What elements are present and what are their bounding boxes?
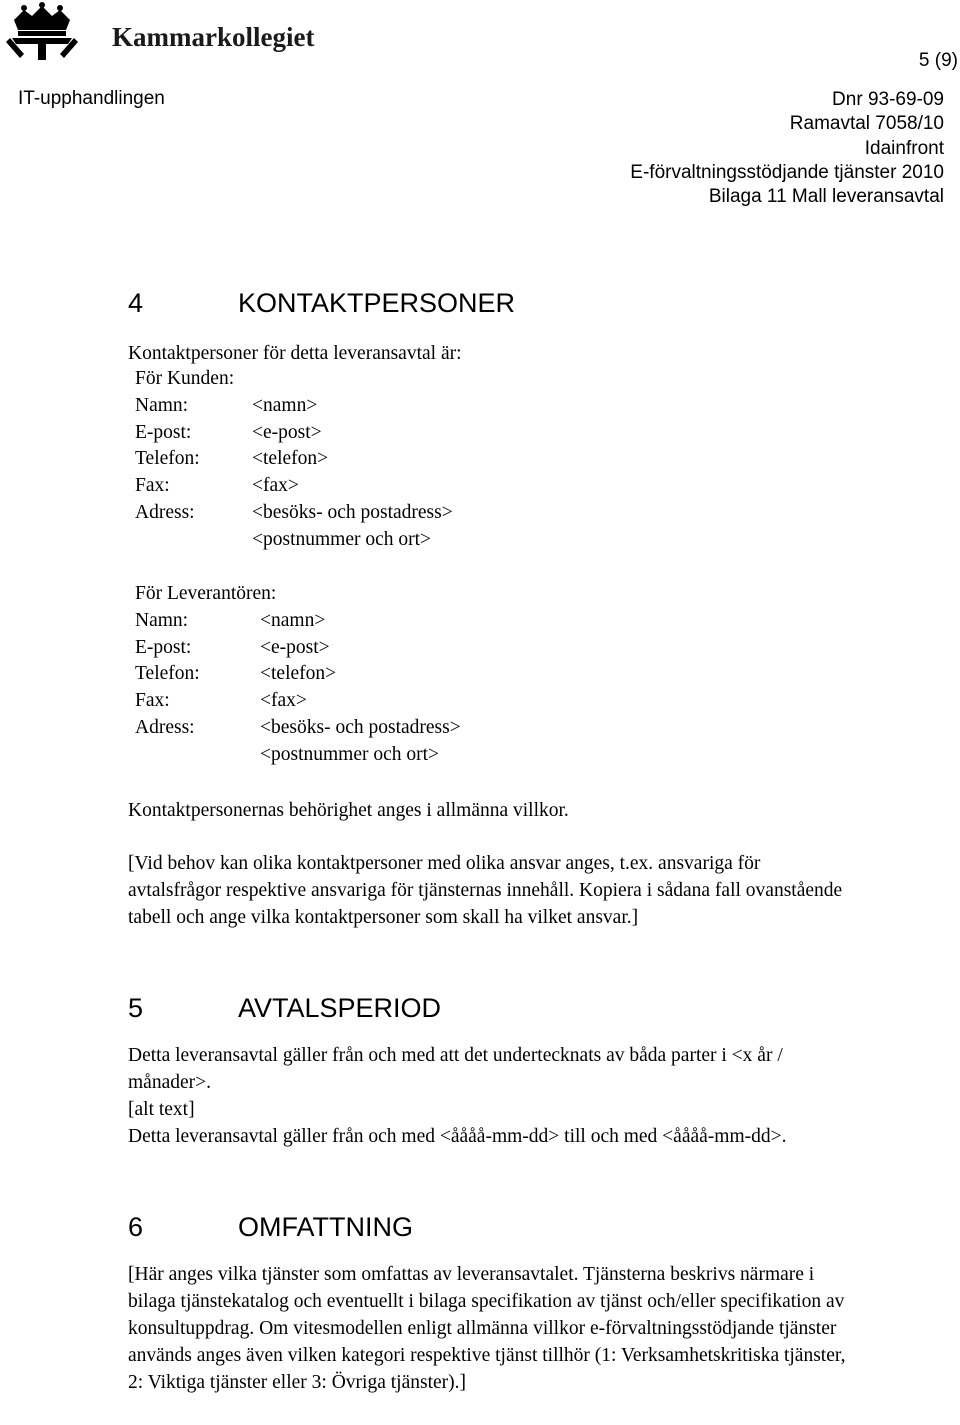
- section-title: KONTAKTPERSONER: [238, 288, 516, 318]
- contact-row: [135, 446, 453, 473]
- kammarkollegiet-logo: [2, 2, 332, 62]
- contact-key: Namn:: [135, 394, 189, 416]
- contact-row: [135, 527, 453, 554]
- kunden-heading: För Kunden:: [135, 368, 235, 389]
- contact-row: [135, 635, 461, 662]
- contact-row: [135, 473, 453, 500]
- header-idainfront: Idainfront: [864, 137, 944, 159]
- contact-value: <namn>: [252, 394, 318, 416]
- contact-row: [135, 500, 453, 527]
- section-5-paragraph-2: Detta leveransavtal gäller från och med <åååå-mm-dd> till och med <åååå-mm-dd>.: [128, 1126, 787, 1147]
- page-number: 5 (9): [918, 50, 958, 71]
- logo-wordmark: Kammarkollegiet: [112, 22, 315, 52]
- contact-key: [135, 742, 260, 769]
- header-right: [630, 88, 944, 209]
- contact-row: [135, 420, 453, 447]
- behorighet-text: Kontaktpersonernas behörighet anges i allmänna villkor.: [128, 800, 569, 821]
- contact-key: Adress:: [135, 716, 195, 738]
- header-ramavtal: Ramavtal 7058/10: [789, 113, 944, 135]
- section-number: 5: [128, 993, 144, 1023]
- contact-value: <telefon>: [260, 663, 337, 685]
- section-6-paragraph: [Här anges vilka tjänster som omfattas av leveransavtalet. Tjänsterna beskrivs närmare i bilaga tjänstekatalog och eventuellt i bilaga specifikation av tjänst och/eller specifikation av konsultuppdrag. Om vitesmodellen enligt allmänna villkor e-förvaltningsstödjande tjänster används anges även vilken kategori respektive tjänst tillhör (1: Verksamhetskritiska tjänster, 2: Viktiga tjänster eller 3: Övriga tjänster).]: [128, 1264, 846, 1393]
- header-dnr: Dnr 93-69-09: [832, 89, 944, 110]
- section-title: AVTALSPERIOD: [238, 993, 442, 1023]
- contact-key: E-post:: [135, 636, 192, 658]
- contact-key: Namn:: [135, 609, 189, 631]
- contact-row: [135, 393, 453, 420]
- contact-value: <postnummer och ort>: [260, 743, 440, 765]
- section-5-paragraph-1: Detta leveransavtal gäller från och med att det undertecknats av båda parter i <x år / månader>.: [128, 1045, 783, 1093]
- contact-row: [135, 608, 461, 635]
- contact-value: <besöks- och postadress>: [260, 716, 461, 738]
- kunden-contact-block: [135, 366, 453, 554]
- section-4-heading: [128, 288, 515, 319]
- section-6-heading: [128, 1212, 413, 1243]
- section-title: OMFATTNING: [238, 1212, 413, 1242]
- leverantoren-heading: För Leverantören:: [135, 583, 277, 604]
- section-number: 6: [128, 1212, 144, 1242]
- contact-row: [135, 742, 461, 769]
- contact-value: <fax>: [252, 475, 299, 497]
- contact-row: [135, 661, 461, 688]
- contact-value: <e-post>: [260, 636, 330, 658]
- header-bilaga: Bilaga 11 Mall leveransavtal: [708, 186, 944, 208]
- contact-value: <e-post>: [252, 421, 322, 443]
- contact-key: Adress:: [135, 501, 195, 523]
- header-left: IT-upphandlingen: [18, 88, 165, 109]
- contact-value: <telefon>: [252, 448, 329, 470]
- contact-key: Fax:: [135, 475, 170, 497]
- section-5-alt-text: [alt text]: [128, 1099, 195, 1120]
- contact-key: Telefon:: [135, 448, 200, 470]
- section-5-heading: [128, 993, 441, 1024]
- header-eforvaltning: E-förvaltningsstödjande tjänster 2010: [630, 161, 944, 183]
- section-4-note: [Vid behov kan olika kontaktpersoner med olika ansvar anges, t.ex. ansvariga för avtalsfrågor respektive ansvariga för tjänsternas innehåll. Kopiera i sådana fall ovanstående tabell och ange vilka kontaktpersoner som skall ha vilket ansvar.]: [128, 853, 843, 928]
- contact-value: <postnummer och ort>: [252, 528, 432, 550]
- leverantoren-contact-block: [135, 581, 461, 769]
- contact-key: [135, 527, 252, 554]
- contact-key: Fax:: [135, 690, 170, 712]
- contact-key: E-post:: [135, 421, 192, 443]
- contact-value: <namn>: [260, 609, 326, 631]
- contact-value: <besöks- och postadress>: [252, 501, 453, 523]
- section-4-intro: Kontaktpersoner för detta leveransavtal är:: [128, 343, 462, 364]
- contact-row: [135, 715, 461, 742]
- contact-value: <fax>: [260, 690, 307, 712]
- contact-row: [135, 688, 461, 715]
- contact-key: Telefon:: [135, 663, 200, 685]
- section-number: 4: [128, 288, 144, 318]
